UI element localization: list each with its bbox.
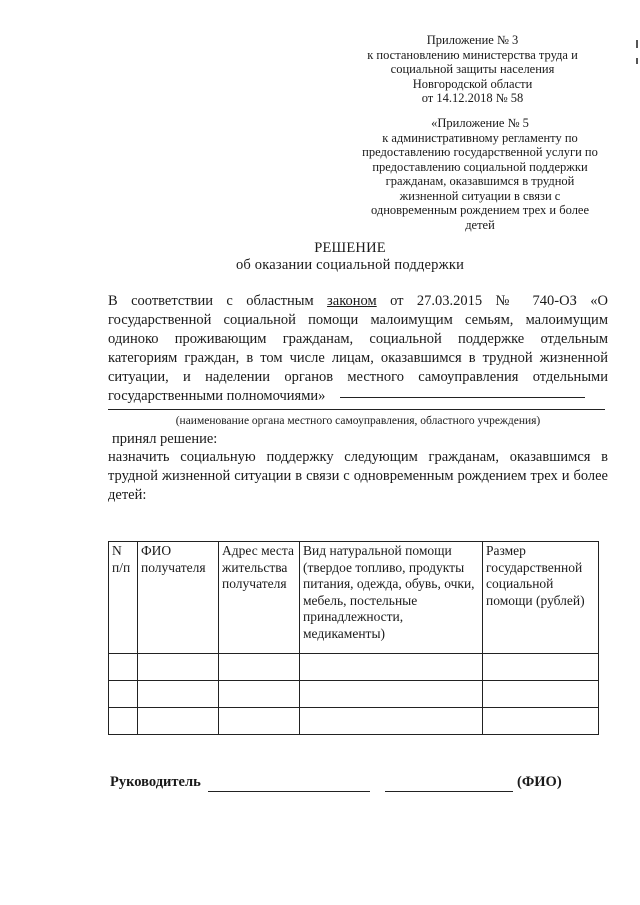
scan-edge-mark <box>636 58 638 64</box>
table-row <box>109 654 599 681</box>
signature-label: Руководитель <box>110 774 201 790</box>
appendix-5-line: предоставлению социальной поддержки <box>372 159 588 174</box>
header-aid-type: Вид натуральной помощи (твердое топливо, продукты питания, одежда, обувь, очки, мебель, постельные принадлежности, медикаменты) <box>300 542 483 654</box>
table-row <box>109 708 599 735</box>
preamble-text-end: от 27.03.2015 № 740-ОЗ «О государственной социальной помощи малоимущим семьям, малоимущим одиноко проживающим гражданам, социальной поддержке отдельным категориям граждан, в том числе лицам, оказавшимся в трудной жизненной ситуации, и наделении органов местного самоуправления отдельными государственными полномочиями» <box>108 293 609 404</box>
document-title <box>200 240 500 274</box>
table-row <box>109 681 599 708</box>
table-cell[interactable] <box>109 681 138 708</box>
name-line <box>385 791 513 792</box>
preamble-text-start: В соответствии с областным <box>108 293 314 309</box>
decision-accepted: принял решение: <box>112 431 218 447</box>
table-cell[interactable] <box>109 654 138 681</box>
header-fio: ФИО получателя <box>138 542 219 654</box>
appendix-5-line: предоставлению государственной услуги по <box>362 145 598 159</box>
appendix-3-line: социальной защиты населения <box>390 62 555 76</box>
table-cell[interactable] <box>138 681 219 708</box>
table-cell[interactable] <box>109 708 138 735</box>
decision-text: назначить социальную поддержку следующим гражданам, оказавшимся в трудной жизненной ситуации в связи с одновременным рождением трех и более детей: <box>108 449 608 503</box>
table-cell[interactable] <box>300 654 483 681</box>
appendix-3-line: Новгородской области <box>412 76 533 91</box>
header-number: N п/п <box>109 542 138 654</box>
appendix-5-line: гражданам, оказавшимся в трудной <box>385 174 575 188</box>
appendix-5-line: одновременным рождением трех и более <box>370 203 590 217</box>
table-cell[interactable] <box>483 654 599 681</box>
appendix-3-line: Приложение № 3 <box>426 33 519 47</box>
appendix-3-line: к постановлению министерства труда и <box>367 47 578 62</box>
header-address: Адрес места жительства получателя <box>219 542 300 654</box>
scan-edge-mark <box>636 40 638 48</box>
appendix-5-line: к административному регламенту по <box>382 130 578 145</box>
appendix-5-line: жизненной ситуации в связи с <box>399 188 561 203</box>
table-cell[interactable] <box>219 708 300 735</box>
appendix-3-line: от 14.12.2018 № 58 <box>421 91 524 105</box>
appendix-5-header <box>350 116 610 232</box>
signature-line <box>208 791 370 792</box>
table-cell[interactable] <box>138 708 219 735</box>
appendix-5-line: «Приложение № 5 <box>431 116 529 130</box>
table-header-row <box>109 542 599 654</box>
org-name-fill-line-2 <box>108 409 605 410</box>
table-cell[interactable] <box>300 708 483 735</box>
title-subtitle: об оказании социальной поддержки <box>235 257 465 273</box>
org-caption: (наименование органа местного самоуправления, областного учреждения) <box>175 415 541 427</box>
table-cell[interactable] <box>483 708 599 735</box>
table-cell[interactable] <box>483 681 599 708</box>
table-cell[interactable] <box>138 654 219 681</box>
table-cell[interactable] <box>300 681 483 708</box>
recipients-table <box>108 541 599 735</box>
org-name-fill-line <box>340 397 585 398</box>
fio-label: (ФИО) <box>517 774 562 790</box>
table-cell[interactable] <box>219 654 300 681</box>
table-cell[interactable] <box>219 681 300 708</box>
appendix-3-header <box>355 33 590 106</box>
appendix-5-line: детей <box>465 217 495 232</box>
header-amount: Размер государственной социальной помощи (рублей) <box>483 542 599 654</box>
law-link[interactable]: законом <box>327 293 377 309</box>
title-main: РЕШЕНИЕ <box>314 240 386 256</box>
preamble-paragraph <box>108 292 608 406</box>
